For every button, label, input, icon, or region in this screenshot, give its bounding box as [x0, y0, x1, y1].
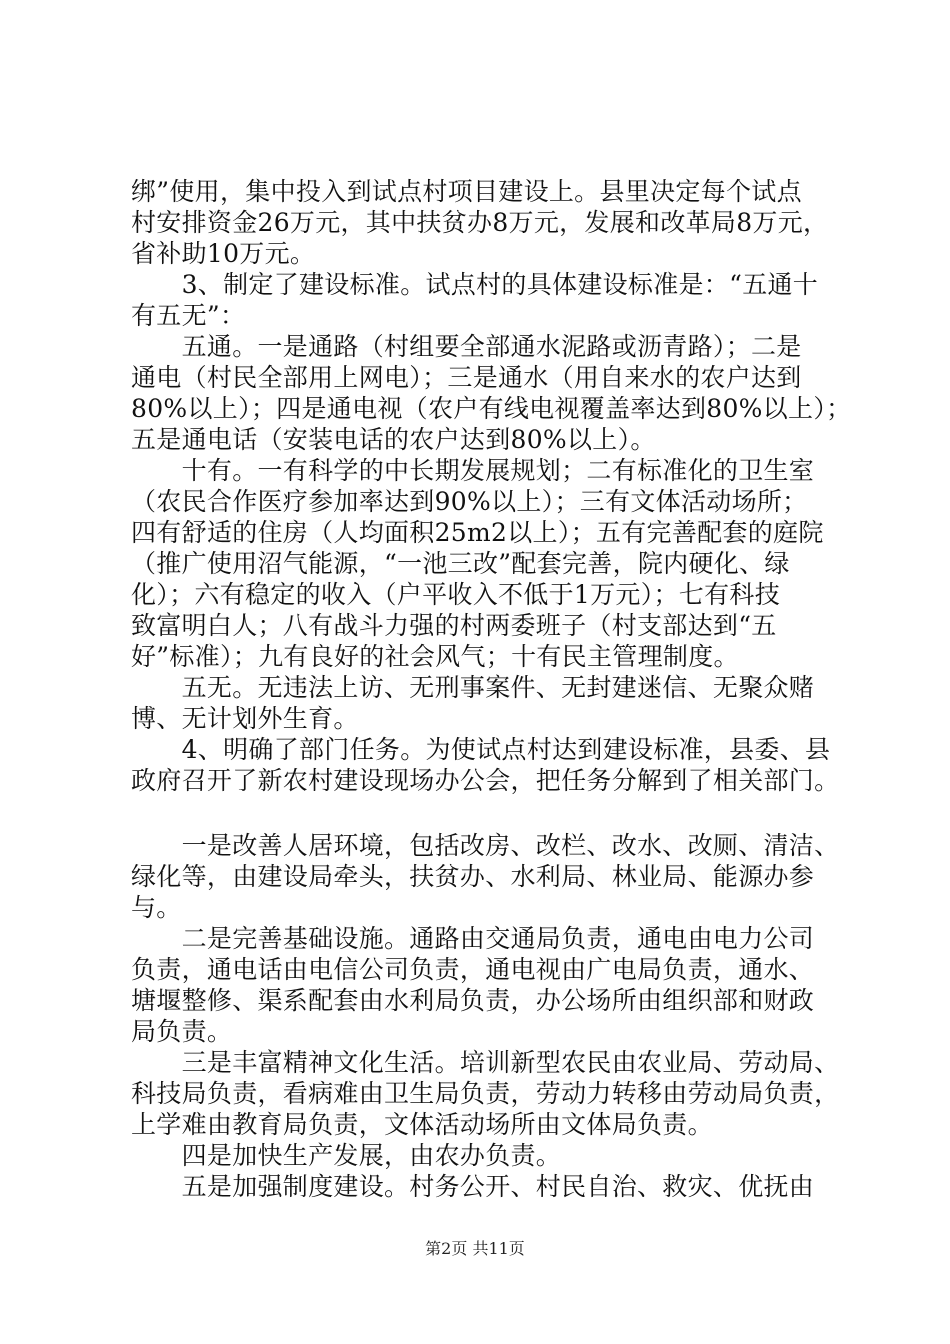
page-number-footer: 第2页 共11页 — [425, 1239, 525, 1258]
text-line: 科技局负责，看病难由卫生局负责，劳动力转移由劳动局负责， — [131, 1079, 840, 1108]
text-line: 政府召开了新农村建设现场办公会，把任务分解到了相关部门。 — [131, 766, 840, 795]
text-line: 上学难由教育局负责，文体活动场所由文体局负责。 — [131, 1110, 713, 1139]
text-line: 绿化等，由建设局牵头，扶贫办、水利局、林业局、能源办参 — [131, 862, 815, 891]
text-line: 省补助10万元。 — [131, 239, 316, 268]
text-line: （农民合作医疗参加率达到90%以上）；三有文体活动场所； — [131, 487, 808, 516]
text-line: 五无。无违法上访、无刑事案件、无封建迷信、无聚众赌 — [131, 673, 815, 702]
text-line: 有五无”： — [131, 301, 246, 330]
document-body — [131, 176, 852, 1202]
text-line: （推广使用沼气能源，“一池三改”配套完善，院内硬化、绿 — [131, 549, 790, 578]
text-line: 致富明白人；八有战斗力强的村两委班子（村支部达到“五 — [131, 611, 777, 640]
text-line: 五通。一是通路（村组要全部通水泥路或沥青路）；二是 — [131, 332, 802, 361]
text-line: 绑”使用，集中投入到试点村项目建设上。县里决定每个试点 — [131, 177, 802, 206]
text-line: 四是加快生产发展，由农办负责。 — [131, 1141, 562, 1170]
text-line: 三是丰富精神文化生活。培训新型农民由农业局、劳动局、 — [131, 1048, 840, 1077]
text-line: 通电（村民全部用上网电）；三是通水（用自来水的农户达到 — [131, 363, 802, 392]
text-line: 80%以上）；四是通电视（农户有线电视覆盖率达到80%以上）； — [131, 394, 852, 423]
text-line: 与。 — [131, 893, 182, 922]
text-line: 3、制定了建设标准。试点村的具体建设标准是：“五通十 — [131, 270, 819, 299]
text-line: 博、无计划外生育。 — [131, 704, 359, 733]
text-line: 二是完善基础设施。通路由交通局负责，通电由电力公司 — [131, 924, 815, 953]
text-line: 负责，通电话由电信公司负责，通电视由广电局负责，通水、 — [131, 955, 815, 984]
text-line: 五是通电话（安装电话的农户达到80%以上）。 — [131, 425, 656, 454]
text-line: 化）；六有稳定的收入（户平收入不低于1万元）；七有科技 — [131, 580, 781, 609]
text-line: 4、明确了部门任务。为使试点村达到建设标准，县委、县 — [131, 735, 831, 764]
text-line: 五是加强制度建设。村务公开、村民自治、救灾、优抚由 — [131, 1172, 815, 1201]
text-line: 一是改善人居环境，包括改房、改栏、改水、改厕、清洁、 — [131, 831, 840, 860]
paragraph-gap — [131, 796, 831, 830]
text-line: 四有舒适的住房（人均面积25m2以上）；五有完善配套的庭院 — [131, 518, 824, 547]
text-line: 十有。一有科学的中长期发展规划；二有标准化的卫生室 — [131, 456, 815, 485]
text-line: 村安排资金26万元，其中扶贫办8万元，发展和改革局8万元， — [131, 208, 829, 237]
text-line: 局负责。 — [131, 1017, 233, 1046]
text-line: 塘堰整修、渠系配套由水利局负责，办公场所由组织部和财政 — [131, 986, 815, 1015]
text-line: 好”标准）；九有良好的社会风气；十有民主管理制度。 — [131, 642, 739, 671]
